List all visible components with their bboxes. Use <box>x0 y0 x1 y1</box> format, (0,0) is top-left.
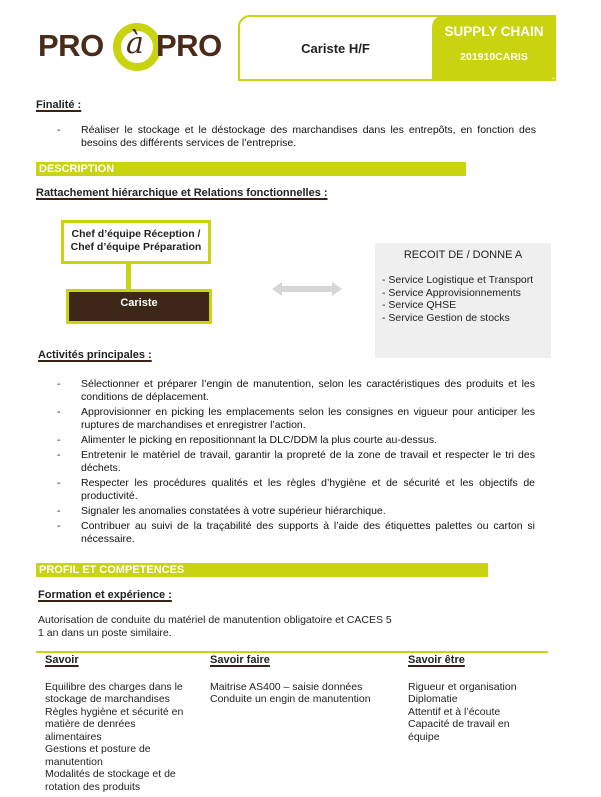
org-connector <box>126 264 131 290</box>
savoir-line: rotation des produits <box>45 780 141 793</box>
savoir-line: Equilibre des charges dans le <box>45 680 183 693</box>
relations-item: - Service Approvisionnements <box>382 286 521 299</box>
savoir-etre-line: Capacité de travail en <box>408 718 510 730</box>
activite-item: - Contribuer au suivi de la traçabilité des supports à l’aide des étiquettes palettes ou carton si nécessaire. <box>36 520 535 546</box>
savoir-etre-line: Diplomatie <box>408 693 458 705</box>
savoir-etre-line: Rigueur et organisation <box>408 680 517 693</box>
manager-line-1: Chef d’équipe Réception / <box>71 228 201 240</box>
job-category: SUPPLY CHAIN <box>444 24 544 39</box>
formation-heading: Formation et expérience : <box>38 589 172 601</box>
savoir-line: Règles hygiène et sécurité en <box>45 705 184 718</box>
position-box: Cariste <box>66 289 212 324</box>
finalite-list <box>36 124 536 152</box>
relations-title: RECOIT DE / DONNE A <box>403 249 523 261</box>
savoir-etre-column <box>408 654 548 743</box>
finalite-heading: Finalité : <box>36 99 82 111</box>
manager-line-2: Chef d’équipe Préparation <box>70 241 202 253</box>
logo-text-right: PRO <box>156 28 222 63</box>
double-arrow-icon <box>272 281 342 297</box>
company-logo <box>38 20 228 72</box>
savoir-etre-heading: Savoir être <box>408 654 465 666</box>
activite-item: - Signaler les anomalies constatées à votre supérieur hiérarchique. <box>36 505 535 518</box>
manager-box <box>61 220 211 264</box>
relations-list <box>382 274 533 324</box>
activite-item: - Approvisionner en picking les emplacements selon les consignes en vigueur pour anticiper les ruptures de marchandises et enregistrer l’action. <box>36 406 535 432</box>
savoir-line: manutention <box>45 755 103 768</box>
savoir-etre-line: équipe <box>408 730 440 743</box>
savoir-heading: Savoir <box>45 654 79 666</box>
relations-item: - Service Logistique et Transport <box>382 274 534 286</box>
activites-heading: Activités principales : <box>38 349 152 361</box>
savoir-faire-heading: Savoir faire <box>210 654 270 666</box>
savoir-faire-column <box>210 654 390 706</box>
savoir-line: Gestions et posture de <box>45 743 151 755</box>
relations-item: - Service Gestion de stocks <box>382 311 510 324</box>
activite-item: - Entretenir le matériel de travail, garantir la propreté de la zone de travail et respecter le tri des déchets. <box>36 449 535 475</box>
job-code: 201910CARIS <box>460 51 528 63</box>
formation-text <box>38 614 392 639</box>
savoir-etre-line: Attentif et à l’écoute <box>408 705 501 718</box>
savoir-faire-line: Maitrise AS400 – saisie données <box>210 680 363 693</box>
activite-item: - Sélectionner et préparer l’engin de manutention, selon les caractéristiques des produits et les conditions de déplacement. <box>36 378 535 404</box>
competences-divider <box>36 651 548 653</box>
formation-line: 1 an dans un poste similaire. <box>38 626 172 639</box>
job-title: Cariste H/F <box>301 40 370 56</box>
profil-band: PROFIL ET COMPETENCES <box>36 563 488 577</box>
savoir-line: matière de denrées <box>45 718 136 730</box>
savoir-line: Modalités de stockage et de <box>45 768 176 780</box>
logo-text-mid: à <box>126 26 144 61</box>
activite-item: - Alimenter le picking en repositionnant la DLC/DDM la plus courte au-dessus. <box>36 434 535 447</box>
rattachement-heading: Rattachement hiérarchique et Relations fonctionnelles : <box>36 187 328 199</box>
activite-item: - Respecter les procédures qualités et les règles d’hygiène et de sécurité et les objectifs de productivité. <box>36 477 535 503</box>
savoir-column <box>45 654 195 793</box>
savoir-faire-line: Conduite un engin de manutention <box>210 693 371 705</box>
savoir-line: alimentaires <box>45 730 102 743</box>
description-band: DESCRIPTION <box>36 162 466 176</box>
formation-line: Autorisation de conduite du matériel de manutention obligatoire et CACES 5 <box>38 614 392 626</box>
relations-item: - Service QHSE <box>382 299 457 311</box>
activites-list <box>36 378 535 548</box>
logo-text-left: PRO <box>38 28 104 63</box>
finalite-item: - Réaliser le stockage et le déstockage des marchandises dans les entrepôts, en fonction des besoins des différents services de l’entreprise. <box>36 124 536 150</box>
savoir-line: stockage de marchandises <box>45 693 170 705</box>
